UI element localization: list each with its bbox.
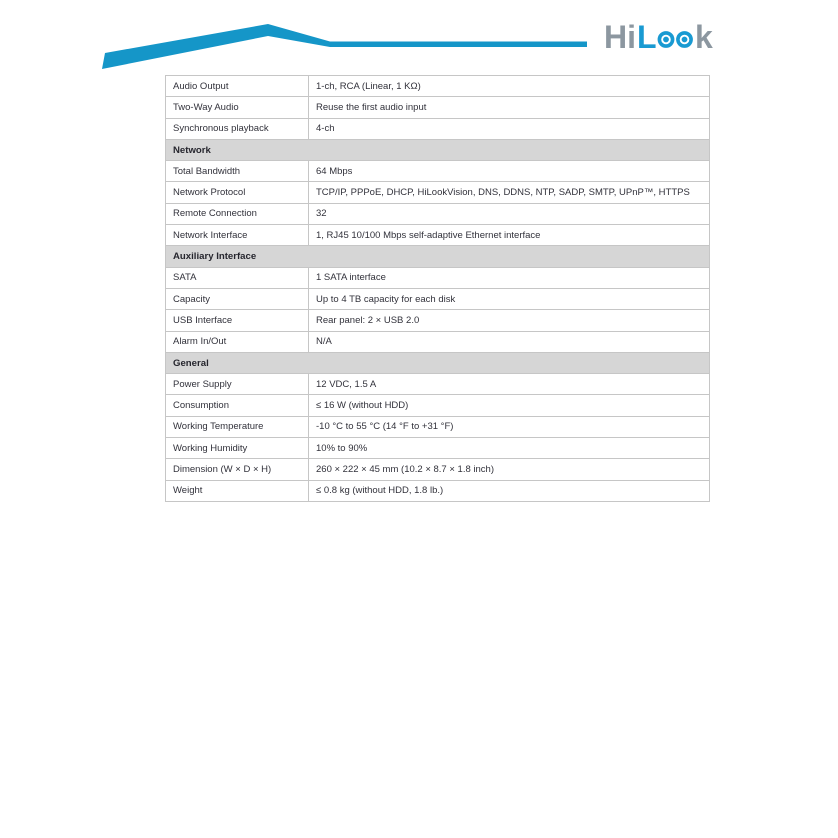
- spec-name-cell: Working Humidity: [166, 438, 309, 458]
- spec-value-cell: 1, RJ45 10/100 Mbps self-adaptive Ethernet interface: [316, 229, 541, 241]
- spec-name-cell: Consumption: [166, 395, 309, 415]
- spec-row: [166, 225, 709, 246]
- spec-row: [166, 310, 709, 331]
- spec-value-cell: 260 × 222 × 45 mm (10.2 × 8.7 × 1.8 inch): [316, 463, 494, 475]
- spec-value-cell: 10% to 90%: [316, 442, 368, 454]
- spec-row: [166, 395, 709, 416]
- spec-name-cell: Network Interface: [166, 225, 309, 245]
- spec-name-cell: Weight: [166, 481, 309, 501]
- spec-name-cell: Total Bandwidth: [166, 161, 309, 181]
- spec-value-cell: 1-ch, RCA (Linear, 1 KΩ): [316, 80, 421, 92]
- spec-value-cell: Up to 4 TB capacity for each disk: [316, 293, 456, 305]
- spec-value-cell: -10 °C to 55 °C (14 °F to +31 °F): [316, 421, 454, 433]
- spec-name-cell: Remote Connection: [166, 204, 309, 224]
- spec-name-cell: Network Protocol: [166, 182, 309, 202]
- spec-name-cell: Capacity: [166, 289, 309, 309]
- spec-row: [166, 438, 709, 459]
- spec-value-cell: TCP/IP, PPPoE, DHCP, HiLookVision, DNS, DDNS, NTP, SADP, SMTP, UPnP™, HTTPS: [316, 187, 690, 199]
- hilook-logo: [604, 15, 716, 57]
- logo-eye-o-icon: [678, 33, 691, 46]
- spec-value-cell: 4-ch: [316, 123, 335, 135]
- spec-value-cell: 1 SATA interface: [316, 272, 386, 284]
- logo-eye-o-icon: [659, 33, 672, 46]
- spec-row: [166, 182, 709, 203]
- logo-text-k: k: [695, 19, 713, 55]
- spec-value-cell: 32: [316, 208, 327, 220]
- spec-name-cell: Synchronous playback: [166, 119, 309, 139]
- spec-row: [166, 332, 709, 353]
- spec-value-cell: N/A: [316, 336, 332, 348]
- spec-name-cell: Dimension (W × D × H): [166, 459, 309, 479]
- spec-table: [165, 75, 710, 502]
- spec-value-cell: ≤ 0.8 kg (without HDD, 1.8 lb.): [316, 485, 444, 497]
- spec-row: [166, 97, 709, 118]
- spec-name-cell: Power Supply: [166, 374, 309, 394]
- spec-value-cell: 12 VDC, 1.5 A: [316, 378, 377, 390]
- spec-name-cell: Two-Way Audio: [166, 97, 309, 117]
- logo-text-l: L: [637, 19, 657, 55]
- spec-row: [166, 481, 709, 502]
- swoosh-shape: [102, 24, 587, 69]
- spec-name-cell: USB Interface: [166, 310, 309, 330]
- spec-row: [166, 204, 709, 225]
- spec-name-cell: Alarm In/Out: [166, 332, 309, 352]
- spec-row: [166, 289, 709, 310]
- spec-section-header: General: [166, 353, 709, 374]
- spec-row: [166, 417, 709, 438]
- spec-section-header: Auxiliary Interface: [166, 246, 709, 267]
- spec-name-cell: Audio Output: [166, 76, 309, 96]
- spec-value-cell: Rear panel: 2 × USB 2.0: [316, 314, 420, 326]
- spec-row: [166, 374, 709, 395]
- spec-name-cell: SATA: [166, 268, 309, 288]
- spec-value-cell: Reuse the first audio input: [316, 101, 427, 113]
- spec-row: [166, 459, 709, 480]
- spec-row: [166, 119, 709, 140]
- spec-section-header: Network: [166, 140, 709, 161]
- spec-row: [166, 268, 709, 289]
- spec-value-cell: 64 Mbps: [316, 165, 353, 177]
- spec-row: [166, 161, 709, 182]
- spec-value-cell: ≤ 16 W (without HDD): [316, 400, 409, 412]
- logo-text-hi: Hi: [604, 19, 636, 55]
- spec-row: [166, 76, 709, 97]
- spec-name-cell: Working Temperature: [166, 417, 309, 437]
